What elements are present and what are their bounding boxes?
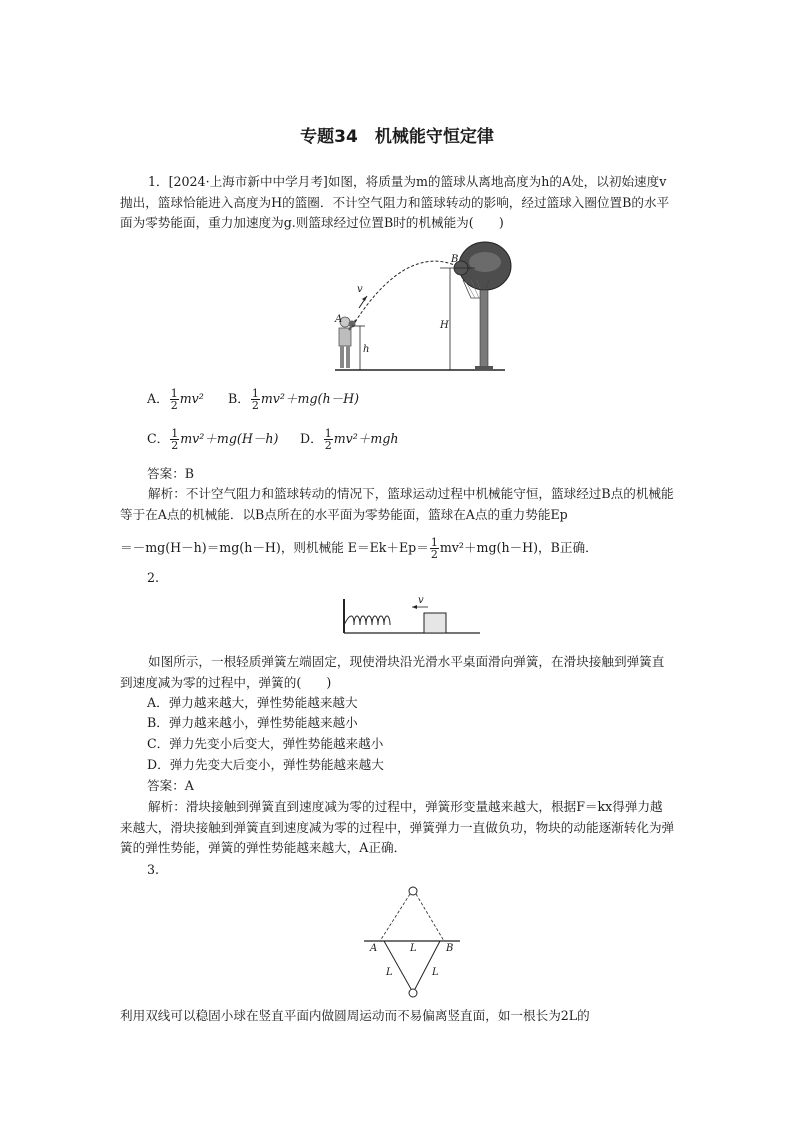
q2-number: 2. [147,570,160,585]
q2-analysis: 解析：滑块接触到弹簧直到速度减为零的过程中，弹簧形变量越来越大，根据F＝kx得弹力越来越大，滑块接触到弹簧直到速度减为零的过程中，弹簧弹力一直做负功，物块的动能逐渐转化为弹簧的弹性势能，弹簧的弹性势能越来越大，A正确． [120,799,675,855]
q2-spring-figure [340,595,485,640]
q1-answer: 答案：B [147,466,195,481]
q1-stem: 1．[2024·上海市新中中学月考]如图，将质量为m的篮球从离地高度为h的A处，以初始速度v抛出，篮球恰能进入高度为H的篮圈．不计空气阻力和篮球转动的影响，经过篮球入圈位置B的水平面为零势能面，重力加速度为g.则篮球经过位置B时的机械能为( ) [120,174,670,230]
label-l-top: L [410,943,417,954]
q3-double-string-figure [362,885,462,1000]
slider-block [424,613,446,633]
q1-option-c: C． $\frac{1}{2}$ mv²＋mg(H－h) [147,427,279,452]
label-a: A [335,314,343,325]
q1-analysis-line2: ＝－mg(H－h)＝mg(h－H)，则机械能 E＝Ek＋Ep＝ $\frac{1}{2}$ mv²＋mg(h－H)，B正确． [120,536,598,561]
label-a: A [370,943,378,954]
ball [409,989,417,997]
label-b: B [451,254,459,265]
q1-analysis-line1: 解析：不计空气阻力和篮球转动的情况下，篮球运动过程中机械能守恒，篮球经过B点的机械能等于在A点的机械能．以B点所在的水平面为零势能面，篮球在A点的重力势能Ep [120,486,674,522]
q2-option-c: C．弹力先变小后变大，弹性势能越来越小 [147,736,384,751]
ball-at-a [349,321,356,328]
label-b: B [446,943,454,954]
q3-stem: 利用双线可以稳固小球在竖直平面内做圆周运动而不易偏离竖直面，如一根长为2L的 [120,1008,590,1023]
label-h: h [363,344,370,355]
q1-option-d: D． $\frac{1}{2}$ mv²＋mgh [300,427,399,452]
q2-stem: 如图所示，一根轻质弹簧左端固定，现使滑块沿光滑水平桌面滑向弹簧，在滑块接触到弹簧直到速度减为零的过程中，弹簧的( ) [120,654,665,690]
label-l-right: L [432,967,439,978]
q2-answer: 答案：A [147,778,194,793]
q1-option-a: A． $\frac{1}{2}$ mv² [147,387,204,412]
label-l-left: L [386,967,393,978]
label-v: v [418,595,424,606]
page-title: 专题34 机械能守恒定律 [300,127,494,147]
q2-option-a: A．弹力越来越大，弹性势能越来越大 [147,695,358,710]
q2-option-d: D．弹力先变大后变小，弹性势能越来越大 [147,757,384,772]
label-v: v [357,284,363,295]
label-cap-h: H [440,320,449,331]
q1-option-b: B． $\frac{1}{2}$ mv²＋mg(h－H) [228,387,360,412]
q1-basketball-figure [325,240,525,375]
q2-option-b: B．弹力越来越小，弹性势能越来越小 [147,715,358,730]
q3-number: 3. [147,862,160,877]
